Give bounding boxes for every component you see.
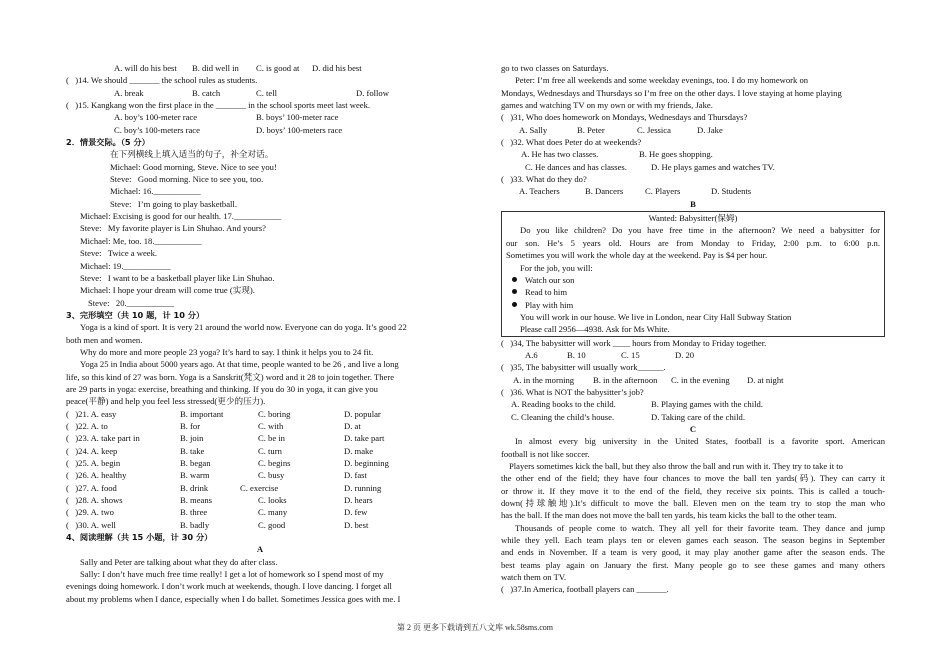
section-3-title: 3、完形填空（共 10 题，计 10 分） <box>66 309 205 320</box>
q32-option-b[interactable]: B. He goes shopping. <box>639 149 713 160</box>
passage-a-line: evenings doing homework. I don’t work much at weekends, though. I love dancing. I forget all <box>66 581 392 592</box>
q31-option-c[interactable]: C. Jessica <box>637 124 671 135</box>
cloze-option-c[interactable]: C. turn <box>258 445 282 456</box>
cloze-option-d[interactable]: D. at <box>344 420 361 431</box>
bullet-icon <box>512 289 517 294</box>
q35-option-b[interactable]: B. in the afternoon <box>593 374 658 385</box>
ad-bullet-text: Read to him <box>525 287 568 298</box>
passage-a-line: go to two classes on Saturdays. <box>501 63 609 73</box>
cloze-option-c[interactable]: C. looks <box>258 495 287 506</box>
cloze-option-d[interactable]: D. few <box>344 507 368 518</box>
cloze-option-d[interactable]: D. running <box>344 482 382 493</box>
q33-option-c[interactable]: C. Players <box>645 186 681 197</box>
cloze-option-d[interactable]: D. hears <box>344 495 373 506</box>
ad-bullet-item <box>506 286 880 298</box>
q15-stem: ( )15. Kangkang won the first place in the _______ in the school sports meet last week. <box>66 100 371 111</box>
cloze-line: life, so this kind of 27 was born. Yoga is a Sanskrit(梵文) word and it 28 to join together. There <box>66 371 395 382</box>
q14-options <box>66 87 454 99</box>
q34-option-c[interactable]: C. 15 <box>621 349 640 360</box>
cloze-option-row <box>66 432 454 444</box>
q36-option-c[interactable]: C. Cleaning the child’s house. <box>511 411 615 422</box>
bullet-icon <box>512 302 517 307</box>
q34-stem: ( )34, The babysitter will work ____ hours from Monday to Friday together. <box>501 337 767 348</box>
ad-contact: Please call 2956—4938. Ask for Ms White. <box>520 324 670 335</box>
cloze-option-c[interactable]: C. many <box>258 507 288 518</box>
q15-options-row2 <box>66 124 454 136</box>
q35-option-c[interactable]: C. in the evening <box>671 374 730 385</box>
cloze-option-row <box>66 494 454 506</box>
babysitter-ad-box <box>501 211 885 336</box>
dialog-line: Michael: 19.___________ <box>80 260 171 271</box>
cloze-option-row <box>66 482 454 494</box>
dialog-line: Michael: 16.___________ <box>110 186 201 197</box>
q34-options <box>501 349 885 361</box>
cloze-option-row <box>66 420 454 432</box>
passage-a-line: Peter: I’m free all weekends and some weekday evenings, too. I do my homework on <box>515 75 809 86</box>
q32-option-c[interactable]: C. He dances and has classes. <box>525 161 627 172</box>
cloze-option-c[interactable]: C. be in <box>258 433 285 444</box>
cloze-option-b[interactable]: B. take <box>180 445 205 456</box>
cloze-option-d[interactable]: D. fast <box>344 470 367 481</box>
cloze-option-d[interactable]: D. take part <box>344 433 385 444</box>
cloze-option-b[interactable]: B. drink <box>180 482 209 493</box>
q15-options-row1 <box>66 111 454 123</box>
q36-option-d[interactable]: D. Taking care of the child. <box>651 411 745 422</box>
cloze-option-a[interactable]: ( )30. A. well <box>66 519 116 530</box>
q33-option-b[interactable]: B. Dancers <box>585 186 624 197</box>
dialog-line: Michael: I hope your dream will come true (实现). <box>80 285 255 296</box>
q31-stem: ( )31, Who does homework on Mondays, Wednesdays and Thursdays? <box>501 112 748 123</box>
cloze-option-c[interactable]: C. boring <box>258 408 291 419</box>
ad-bullet-text: Play with him <box>525 299 574 310</box>
passage-c-line: or throw it. If they move it to the end of the field, they receive six points. This is called a touch- <box>501 485 885 496</box>
q13-options <box>66 62 454 74</box>
cloze-option-d[interactable]: D. make <box>344 445 374 456</box>
cloze-option-a[interactable]: ( )29. A. two <box>66 507 114 518</box>
dialog-line: Steve: Twice a week. <box>80 248 158 259</box>
q35-stem: ( )35, The babysitter will usually work______. <box>501 362 666 373</box>
q15-option-c[interactable]: C. boy’s 100-meters race <box>114 124 200 135</box>
passage-a-line: Sally and Peter are talking about what they do after class. <box>80 556 278 567</box>
q31-options <box>501 124 885 136</box>
section-2-instruction: 在下列横线上填入适当的句子，补全对话。 <box>110 149 274 160</box>
dialog-line: Michael: Excising is good for our health. 17.___________ <box>80 211 282 222</box>
passage-c-line: the other end of the field; they have four chances to move the ball ten yards(码). They can carry it <box>501 473 885 484</box>
q34-option-b[interactable]: B. 10 <box>567 349 586 360</box>
q31-option-d[interactable]: D. Jake <box>697 124 723 135</box>
ad-location: You will work in our house. We live in London, near City Hall Subway Station <box>520 311 792 322</box>
dialog-line: Steve: Good morning. Nice to see you, too. <box>110 174 264 185</box>
cloze-option-b[interactable]: B. means <box>180 495 212 506</box>
passage-b-label: B <box>690 198 696 209</box>
passage-c-line: In almost every big university in the United States, football is a favorite sport. American <box>515 436 885 447</box>
passage-c-line: down(持球触地).It’s difficult to move the ball. Eleven men on the team try to stop the man who <box>501 498 885 509</box>
cloze-option-row <box>66 469 454 481</box>
dialog-line: Steve: I’m going to play basketball. <box>110 198 237 209</box>
q36-options-row2 <box>501 411 885 423</box>
passage-a-line: games and watching TV on my own or with my friends, Jake. <box>501 100 713 111</box>
cloze-option-b[interactable]: B. important <box>180 408 224 419</box>
q32-option-d[interactable]: D. He plays games and watches TV. <box>651 161 775 172</box>
passage-c-line: while they yell. Each team plays ten or eleven games each season. The season begins in September <box>501 535 885 546</box>
passage-c-label: C <box>689 423 697 434</box>
cloze-option-a[interactable]: ( )26. A. healthy <box>66 470 127 481</box>
cloze-option-row <box>66 519 454 531</box>
q36-stem: ( )36. What is NOT the babysitter’s job? <box>501 386 644 397</box>
q37-stem: ( )37.In America, football players can _______. <box>501 584 669 595</box>
dialog-line: Steve: 20.___________ <box>88 297 174 308</box>
cloze-option-c[interactable]: C. exercise <box>240 482 279 493</box>
q32-options-row2 <box>501 161 885 173</box>
ad-text-line: Do you like children? Do you have free time in the afternoon? We need a babysitter for <box>520 225 880 236</box>
cloze-option-b[interactable]: B. began <box>180 458 211 468</box>
q36-options-row1 <box>501 398 885 410</box>
cloze-option-a[interactable]: ( )28. A. shows <box>66 495 123 506</box>
q33-option-a[interactable]: A. Teachers <box>519 186 560 197</box>
ad-bullet-text: Watch our son <box>525 274 575 285</box>
q33-option-d[interactable]: D. Students <box>711 186 752 197</box>
ad-job-intro: For the job, you will: <box>520 262 593 273</box>
ad-bullet-item <box>506 274 880 286</box>
cloze-option-a[interactable]: ( )27. A. food <box>66 482 117 493</box>
q14-option-b[interactable]: B. catch <box>192 87 221 98</box>
dialog-line: Michael: Good morning, Steve. Nice to see you! <box>110 161 277 172</box>
q32-option-a[interactable]: A. He has two classes. <box>521 149 599 160</box>
q35-option-d[interactable]: D. at night <box>747 374 784 385</box>
passage-a-line: about my problems when I dance, especially when I do ballet. Sometimes Jessica goes with me. I <box>66 593 401 604</box>
passage-c-line: watch them on TV. <box>501 572 567 583</box>
q13-option-d[interactable]: D. did his best <box>312 63 362 73</box>
cloze-option-a[interactable]: ( )23. A. take part in <box>66 433 140 444</box>
ad-bullet-item <box>506 299 880 311</box>
passage-a-line: Mondays, Wednesdays and Thursdays so I’m free on the other days. I love staying at home playing <box>501 87 842 98</box>
cloze-option-row <box>66 506 454 518</box>
q32-options-row1 <box>501 148 885 160</box>
q14-stem: ( )14. We should _______ the school rules as students. <box>66 75 258 86</box>
q15-option-a[interactable]: A. boy’s 100-meter race <box>114 112 198 123</box>
cloze-option-a[interactable]: ( )22. A. to <box>66 420 108 431</box>
cloze-option-row <box>66 457 454 469</box>
cloze-option-a[interactable]: ( )25. A. begin <box>66 458 121 468</box>
q13-option-b[interactable]: B. did well in <box>192 63 239 73</box>
left-column <box>66 62 454 605</box>
ad-text-line: our son. He’s 5 years old. Hours are from Monday to Friday, 2:00 p.m. to 6:00 p.n. <box>506 237 880 248</box>
passage-c-line: best teams play again on January the first. Many people go to see these games and many others <box>501 559 885 570</box>
q32-stem: ( )32. What does Peter do at weekends? <box>501 137 642 148</box>
cloze-option-c[interactable]: C. begins <box>258 458 291 468</box>
q33-options <box>501 185 885 197</box>
cloze-option-b[interactable]: B. three <box>180 507 208 518</box>
q36-option-a[interactable]: A. Reading books to the child. <box>511 399 616 410</box>
dialog-line: Steve: I want to be a basketball player like Lin Shuhao. <box>80 272 275 283</box>
cloze-option-b[interactable]: B. warm <box>180 470 210 481</box>
q13-option-a[interactable]: A. will do his best <box>114 63 177 73</box>
passage-c-line: has the ball. If the man does not move the ball ten yards, his team kicks the ball to the other team. <box>501 510 837 521</box>
q33-stem: ( )33. What do they do? <box>501 174 587 185</box>
cloze-option-row <box>66 408 454 420</box>
ad-title: Wanted: Babysitter(保姆) <box>648 213 738 224</box>
cloze-line: both men and women. <box>66 334 143 345</box>
passage-c-line: Players sometimes kick the ball, but they also throw the ball and run with it. They try to take it to <box>509 461 843 471</box>
cloze-option-b[interactable]: B. badly <box>180 519 210 530</box>
q15-option-b[interactable]: B. boys’ 100-meter race <box>256 112 339 123</box>
dialog-line: Steve: My favorite player is Lin Shuhao. And yours? <box>80 223 266 234</box>
q35-option-a[interactable]: A. in the morning <box>513 374 575 385</box>
cloze-option-row <box>66 445 454 457</box>
bullet-icon <box>512 277 517 282</box>
dialog-line: Michael: Me, too. 18.___________ <box>80 235 202 246</box>
passage-a-line: Sally: I don’t have much free time really! I get a lot of homework so I spend most of my <box>80 569 384 580</box>
cloze-line: Yoga 25 in India about 5000 years ago. At that time, people wanted to be 26 , and live a long <box>80 359 399 370</box>
passage-a-label: A <box>256 544 264 555</box>
ad-text-line: Sometimes you will work the whole day at the weekend. Pay is $4 per hour. <box>506 250 768 261</box>
passage-c-line: Thousands of people come to watch. They all yell for their favorite team. They dance and jump <box>515 522 885 533</box>
q31-option-a[interactable]: A. Sally <box>519 124 548 135</box>
cloze-option-d[interactable]: D. popular <box>344 408 381 419</box>
cloze-option-b[interactable]: B. for <box>180 420 201 431</box>
cloze-line: are 29 parts in yoga: exercise, breathing and thinking. If you do 30 in yoga, it can give you <box>66 383 378 394</box>
cloze-option-d[interactable]: D. best <box>344 519 369 530</box>
q31-option-b[interactable]: B. Peter <box>577 124 605 135</box>
q14-option-d[interactable]: D. follow <box>356 87 389 98</box>
cloze-option-d[interactable]: D. beginning <box>344 458 389 468</box>
passage-c-line: and ends in November. If a team is very good, it may play another game after the season ends. The <box>501 547 885 558</box>
right-column <box>501 62 885 596</box>
cloze-line: Yoga is a kind of sport. It is very 21 around the world now. Everyone can do yoga. It’s good 22 <box>80 322 407 333</box>
q15-option-d[interactable]: D. boys’ 100-meters race <box>256 124 343 135</box>
q14-option-a[interactable]: A. break <box>114 87 144 98</box>
q13-option-c[interactable]: C. is good at <box>256 63 300 73</box>
q35-options <box>501 374 885 386</box>
passage-c-line: football is not like soccer. <box>501 448 590 459</box>
cloze-option-a[interactable]: ( )24. A. keep <box>66 445 118 456</box>
section-2-title: 2．情景交际。（5 分） <box>66 137 150 148</box>
cloze-option-c[interactable]: C. busy <box>258 470 285 481</box>
cloze-option-c[interactable]: C. with <box>258 420 284 431</box>
cloze-option-b[interactable]: B. join <box>180 433 204 444</box>
page-footer: 第 2 页 更多下载请到五八文库 wk.58sms.com <box>397 623 553 632</box>
q36-option-b[interactable]: B. Playing games with the child. <box>651 399 763 410</box>
cloze-line: Why do more and more people 23 yoga? It’s hard to say. I think it helps you to 24 fit. <box>80 346 374 357</box>
cloze-option-c[interactable]: C. good <box>258 519 286 530</box>
cloze-line: peace(平静) and help you feel less stressed(更少的压力). <box>66 396 266 407</box>
cloze-option-a[interactable]: ( )21. A. easy <box>66 408 117 419</box>
q34-option-a[interactable]: A.6 <box>525 349 538 360</box>
q14-option-c[interactable]: C. tell <box>256 87 278 98</box>
section-4-title: 4、阅读理解（共 15 小题，计 30 分） <box>66 532 213 543</box>
q34-option-d[interactable]: D. 20 <box>675 349 695 360</box>
